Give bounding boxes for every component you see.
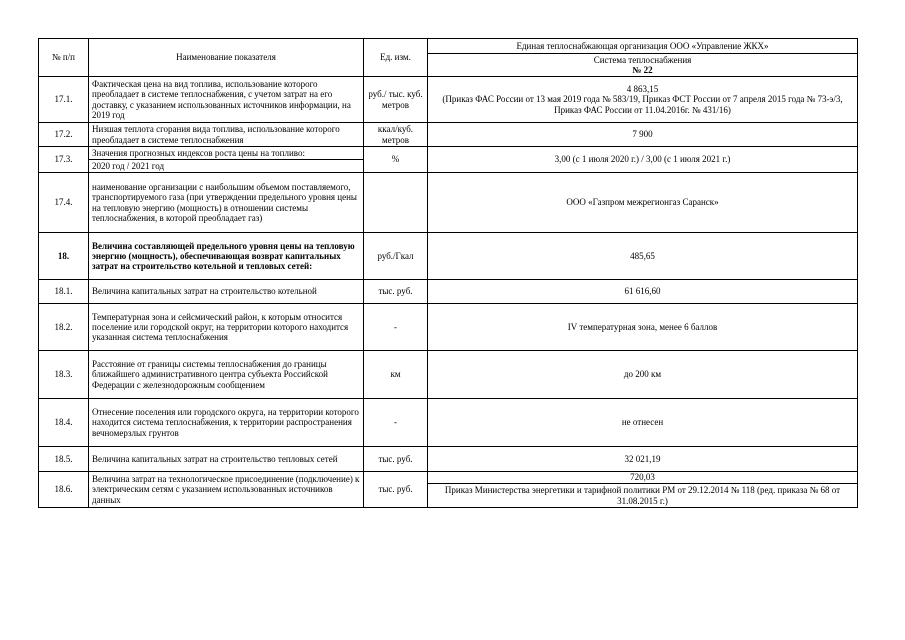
table-row	[39, 123, 858, 147]
row-name: Значения прогнозных индексов роста цены на топливо:	[89, 147, 364, 160]
row-value: 32 021,19	[428, 447, 858, 472]
row-num: 18.6.	[39, 472, 89, 508]
row-value: 485,65	[428, 233, 858, 280]
table-row	[39, 233, 858, 280]
row-unit: руб./Гкал	[364, 233, 428, 280]
row-num: 18.1.	[39, 280, 89, 304]
indicator-table	[38, 38, 858, 508]
row-unit: км	[364, 351, 428, 399]
header-unit: Ед. изм.	[364, 39, 428, 77]
row-name: Величина капитальных затрат на строительство тепловых сетей	[89, 447, 364, 472]
header-org: Единая теплоснабжающая организация ООО «Управление ЖКХ»	[428, 39, 858, 54]
row-subname: 2020 год / 2021 год	[89, 160, 364, 173]
row-value: 7 900	[428, 123, 858, 147]
row-value: не отнесен	[428, 399, 858, 447]
row-name: Температурная зона и сейсмический район, к которым относится поселение или городской округ, на территории которого находится указанная система теплоснабжения	[89, 304, 364, 351]
row-num: 17.2.	[39, 123, 89, 147]
row-unit: %	[364, 147, 428, 173]
table-row	[39, 472, 858, 484]
row-value-note: (Приказ ФАС России от 13 мая 2019 года № 583/19, Приказ ФСТ России от 7 апреля 2015 года № 73-э/3, Приказ ФАС России от 11.04.2016г. № 431/16)	[442, 94, 843, 115]
row-name: Фактическая цена на вид топлива, использование которого преобладает в системе теплоснабжения, с учетом затрат на его доставку, с указанием использованных источников информации, на 2019 год	[89, 77, 364, 123]
table-row	[39, 399, 858, 447]
row-name: Расстояние от границы системы теплоснабжения до границы ближайшего административного центра субъекта Российской Федерации с железнодорожным сообщением	[89, 351, 364, 399]
table-row	[39, 447, 858, 472]
row-value: IV температурная зона, менее 6 баллов	[428, 304, 858, 351]
row-value-note: Приказ Министерства энергетики и тарифной политики РМ от 29.12.2014 № 118 (ред. приказа № 68 от 31.08.2015 г.)	[428, 484, 858, 508]
row-value: ООО «Газпром межрегионгаз Саранск»	[428, 173, 858, 233]
table-row	[39, 280, 858, 304]
row-name: наименование организации с наибольшим объемом поставляемого, транспортируемого газа (при утверждении предельного уровня цены на тепловую энергию (мощность) в отношении системы теплоснабжения, в которой преобладает газ)	[89, 173, 364, 233]
row-num: 18.2.	[39, 304, 89, 351]
header-name: Наименование показателя	[89, 39, 364, 77]
row-value: 720,03	[428, 472, 858, 484]
row-name: Величина затрат на технологическое присоединение (подключение) к электрическим сетям с указанием использованных источников данных	[89, 472, 364, 508]
row-value-number: 4 863,15	[626, 84, 659, 95]
row-unit: ккал/куб. метров	[364, 123, 428, 147]
header-system	[428, 54, 858, 77]
row-name: Величина капитальных затрат на строительство котельной	[89, 280, 364, 304]
row-value	[428, 77, 858, 123]
row-unit: тыс. руб.	[364, 472, 428, 508]
row-unit: -	[364, 304, 428, 351]
row-name: Низшая теплота сгорания вида топлива, использование которого преобладает в системе теплоснабжения	[89, 123, 364, 147]
row-num: 18.	[39, 233, 89, 280]
row-num: 18.3.	[39, 351, 89, 399]
header-system-label: Система теплоснабжения	[593, 54, 692, 65]
row-value: 3,00 (с 1 июля 2020 г.) / 3,00 (с 1 июля 2021 г.)	[428, 147, 858, 173]
row-num: 17.1.	[39, 77, 89, 123]
table-row	[39, 147, 858, 160]
row-name: Величина составляющей предельного уровня цены на тепловую энергию (мощность), обеспечивающая возврат капитальных затрат на строительство котельной и тепловых сетей:	[89, 233, 364, 280]
table-row	[39, 351, 858, 399]
row-num: 18.4.	[39, 399, 89, 447]
row-unit: -	[364, 399, 428, 447]
row-value: 61 616,60	[428, 280, 858, 304]
row-value: до 200 км	[428, 351, 858, 399]
table-row	[39, 173, 858, 233]
row-unit: руб./ тыс. куб. метров	[364, 77, 428, 123]
table-row	[39, 77, 858, 123]
header-num: № п/п	[39, 39, 89, 77]
row-num: 18.5.	[39, 447, 89, 472]
row-num: 17.4.	[39, 173, 89, 233]
row-name: Отнесение поселения или городского округа, на территории которого находится система теплоснабжения, к территории распространения вечномерзлых грунтов	[89, 399, 364, 447]
table-row	[39, 304, 858, 351]
row-unit: тыс. руб.	[364, 280, 428, 304]
row-num: 17.3.	[39, 147, 89, 173]
row-unit	[364, 173, 428, 233]
header-system-number: № 22	[632, 65, 653, 75]
row-unit: тыс. руб.	[364, 447, 428, 472]
